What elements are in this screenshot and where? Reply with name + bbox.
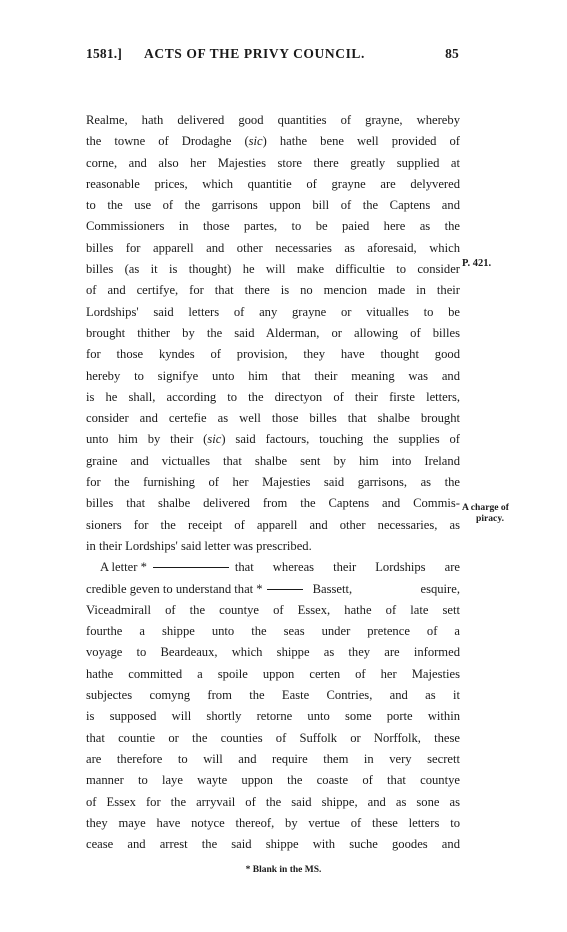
text-line: manner to laye wayte uppon the coaste of that countye <box>86 773 460 788</box>
text-line <box>86 579 460 600</box>
margin-page-reference: P. 421. <box>462 258 492 269</box>
blank-dash <box>153 567 229 568</box>
text-line: in their Lordships' said letter was prescribed. <box>86 538 312 553</box>
text-line: sioners for the receipt of apparell and other necessaries, as <box>86 517 460 532</box>
blank-dash <box>267 589 303 590</box>
text-line: cease and arrest the said shippe with suche goodes and <box>86 837 460 852</box>
text-line: Commissioners in those partes, to be paied here as the <box>86 219 460 234</box>
text-line: voyage to Beardeaux, which shippe as they are informed <box>86 645 460 660</box>
margin-note-piracy <box>462 502 509 524</box>
text-line: they maye have notyce thereof, by vertue of these letters to <box>86 815 460 830</box>
text-line: graine and victualles that shalbe sent by him into Ireland <box>86 453 460 468</box>
text-line: hathe committed a spoile uppon certen of her Majesties <box>86 666 460 681</box>
text-line <box>86 557 460 578</box>
letter-opening: A letter * <box>100 560 147 575</box>
text-line: corne, and also her Majesties store there greatly supplied at <box>86 155 460 170</box>
text-line: billes that shalbe delivered from the Captens and Commis- <box>86 496 460 511</box>
text-line: billes for apparell and other necessaries as aforesaid, which <box>86 240 460 255</box>
text-line: Lordships' said letters of any grayne or vitualles to be <box>86 304 460 319</box>
text-line: subjectes comyng from the Easte Contries, and as it <box>86 688 460 703</box>
margin-note-line: A charge of <box>462 502 509 513</box>
text-line: billes (as it is thought) he will make difficultie to consider <box>86 262 460 277</box>
paragraph-1 <box>86 110 460 557</box>
text-line: is supposed will shortly retorne unto some porte within <box>86 709 460 724</box>
text-line: Realme, hath delivered good quantities of grayne, whereby <box>86 113 460 127</box>
text-line: reasonable prices, which quantitie of grayne are delyvered <box>86 176 460 191</box>
text-line: of Essex for the arryvail of the said shippe, and as sone as <box>86 794 460 809</box>
text-line: for those kyndes of provision, they have thought good <box>86 347 460 362</box>
sic-annotation: sic <box>248 134 263 149</box>
header-year: 1581.] <box>86 46 123 61</box>
bassett-name: Bassett, esquire, <box>312 581 460 596</box>
text-line: brought thither by the said Alderman, or allowing of billes <box>86 325 460 340</box>
text-line: that countie or the counties of Suffolk or Norffolk, these <box>86 730 460 745</box>
text-line: are therefore to will and require them in very secrett <box>86 751 460 766</box>
text-line: for the furnishing of her Majesties said garrisons, as the <box>86 475 460 490</box>
text-line: fourthe a shippe unto the seas under pretence of a <box>86 624 460 639</box>
text-line: unto him by their (sic) said factours, touching the supplies of <box>86 432 460 447</box>
text-line: is he shall, according to the directyon of their firste letters, <box>86 389 460 404</box>
credible-clause: credible geven to understand that * <box>86 581 263 596</box>
text-line: Viceadmirall of the countye of Essex, hathe of late sett <box>86 602 460 617</box>
sic-annotation: sic <box>207 432 222 447</box>
paragraph-2 <box>86 557 460 855</box>
body-text <box>86 110 460 855</box>
letter-continuation: that whereas their Lordships are <box>234 560 460 575</box>
text-line: the towne of Drodaghe (sic) hathe bene well provided of <box>86 134 460 149</box>
footnote: * Blank in the MS. <box>245 865 322 875</box>
text-line: consider and certefie as well those billes that shalbe brought <box>86 411 460 426</box>
text-line: to the use of the garrisons uppon bill of the Captens and <box>86 198 460 213</box>
text-line: of and certifye, for that there is no mencion made in their <box>86 283 460 298</box>
text-line: hereby to signifye unto him that their meaning was and <box>86 368 460 383</box>
page-number: 85 <box>445 46 459 61</box>
running-header <box>86 46 459 66</box>
margin-note-line: piracy. <box>476 513 504 524</box>
header-title: ACTS OF THE PRIVY COUNCIL. <box>144 46 366 61</box>
